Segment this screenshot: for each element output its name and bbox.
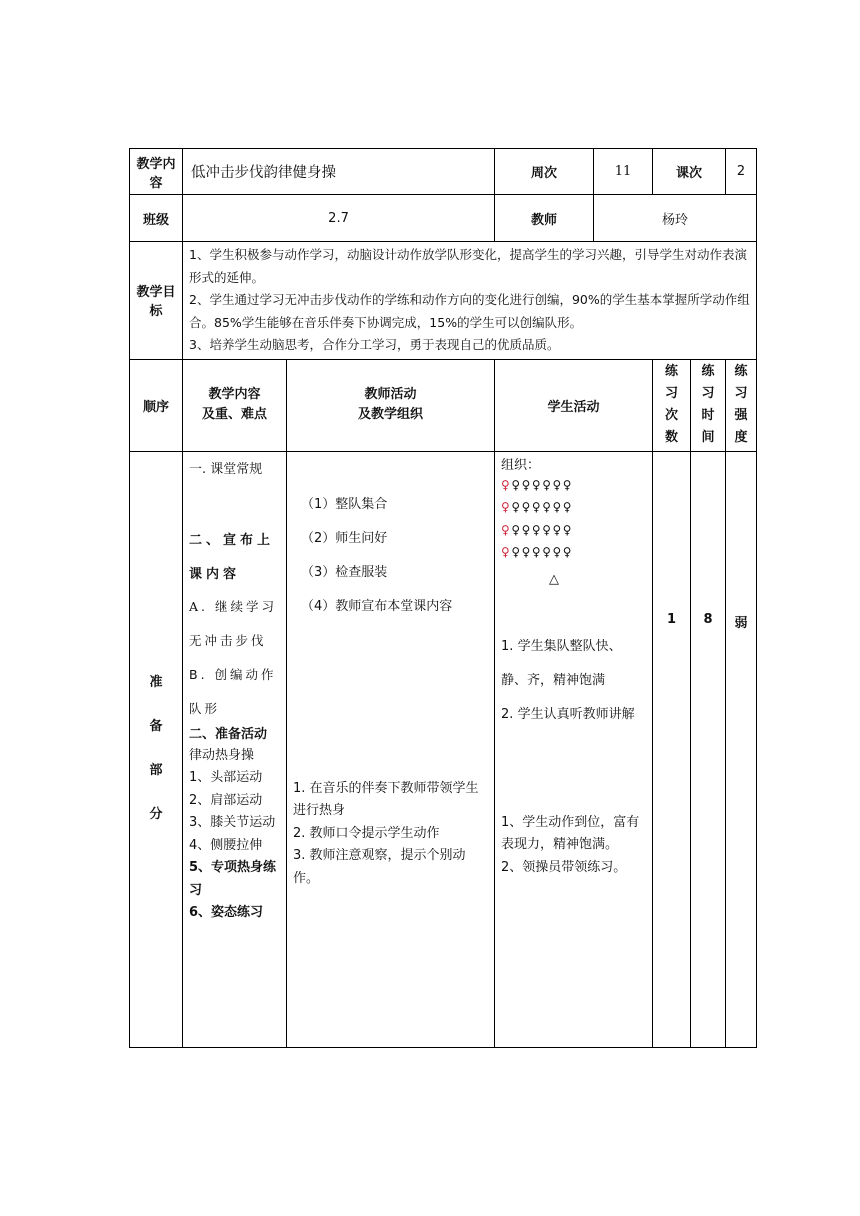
formation-front-mark: ♀	[501, 545, 512, 559]
warmup-item: 2、肩部运动	[189, 792, 263, 808]
col-teacher: 教师活动 及教学组织	[287, 359, 495, 451]
section-teacher	[287, 451, 495, 1047]
col-order: 顺序	[130, 359, 183, 451]
goal-item-2: 2、学生通过学习无冲击步伐动作的学练和动作方向的变化进行创编，90%的学生基本掌握所学动作组合。85%学生能够在音乐伴奏下协调完成，15%的学生可以创编队形。	[189, 292, 750, 330]
section-student	[495, 451, 653, 1047]
content-value: 低冲击步伐韵律健身操	[183, 149, 495, 195]
class-label: 班级	[130, 195, 183, 242]
formation-row	[501, 541, 646, 564]
section-content	[183, 451, 287, 1047]
teacher-warmup-list	[293, 778, 488, 891]
week-value: 11	[594, 149, 653, 195]
goal-item-3: 3、培养学生动脑思考，合作分工学习，勇于表现自己的优质品质。	[189, 337, 560, 352]
content-label	[130, 149, 183, 195]
formation-marks: ♀♀♀♀♀♀	[511, 477, 574, 492]
student-routine-item: 1. 学生集队整队快、静、齐，精神饱满	[501, 638, 622, 688]
formation-marks: ♀♀♀♀♀♀	[511, 500, 574, 514]
teacher-routine-list	[301, 488, 488, 624]
goals-content	[183, 242, 757, 360]
warmup-item: 3、膝关节运动	[189, 815, 276, 830]
teacher-value: 杨玲	[594, 195, 757, 242]
teacher-routine-item: （3）检查服装	[301, 564, 388, 580]
col-time: 练习时间	[691, 359, 726, 451]
section-name: 准备部分	[130, 451, 183, 1047]
practice-count: 1	[653, 451, 691, 1047]
formation-row	[501, 519, 646, 542]
teacher-warmup-item: 3. 教师注意观察，提示个别动作。	[293, 848, 466, 886]
formation-front-mark: ♀	[501, 522, 512, 537]
formation-marks: ♀♀♀♀♀♀	[511, 545, 574, 559]
teacher-routine-item: （1）整队集合	[301, 496, 388, 512]
col-content: 教学内容 及重、难点	[183, 359, 287, 451]
teacher-label: 教师	[495, 195, 594, 242]
content-item-a: A. 继续学习无冲击步伐	[189, 598, 277, 648]
lesson-label: 课次	[653, 149, 726, 195]
content-announce: 二、宣布上课内容	[189, 532, 275, 582]
content-item-b: B. 创编动作队形	[189, 666, 277, 716]
warmup-item: 5、专项热身练习	[189, 860, 277, 898]
header-row-2	[130, 195, 757, 242]
col-intensity: 练习强度	[726, 359, 757, 451]
header-row-1	[130, 149, 757, 195]
content-warmup-title: 二、准备活动	[189, 726, 268, 742]
lesson-value: 2	[726, 149, 757, 195]
teacher-routine-item: （2）师生问好	[301, 530, 388, 546]
student-routine-item: 2. 学生认真听教师讲解	[501, 706, 635, 722]
content-label-text: 教学内容	[136, 156, 176, 191]
teacher-routine-item: （4）教师宣布本堂课内容	[301, 598, 453, 614]
teacher-warmup-item: 2. 教师口令提示学生动作	[293, 825, 440, 841]
formation-front-mark: ♀	[501, 477, 512, 492]
teacher-position-icon: △	[549, 571, 560, 587]
column-header-row	[130, 359, 757, 451]
practice-time: 8	[691, 451, 726, 1047]
warmup-item: 6、姿态练习	[189, 905, 264, 920]
col-student: 学生活动	[495, 359, 653, 451]
formation-grid	[501, 474, 646, 564]
warmup-item: 4、侧腰拉伸	[189, 837, 263, 853]
formation-marks: ♀♀♀♀♀♀	[511, 522, 574, 537]
goal-item-1: 1、学生积极参与动作学习，动脑设计动作放学队形变化，提高学生的学习兴趣，引导学生对动作表演形式的延伸。	[189, 247, 747, 285]
class-value: 2.7	[183, 195, 495, 242]
student-org-label: 组织：	[501, 457, 541, 473]
student-warmup-item: 2、领操员带领练习。	[501, 859, 627, 875]
formation-row	[501, 496, 646, 519]
student-warmup-list	[501, 812, 646, 880]
lesson-plan-table	[129, 148, 757, 1048]
content-warmup-list	[189, 745, 280, 925]
warmup-item: 律动热身操	[189, 747, 255, 763]
student-warmup-item: 1、学生动作到位，富有表现力，精神饱满。	[501, 814, 640, 852]
teacher-warmup-item: 1. 在音乐的伴奏下教师带领学生进行热身	[293, 780, 479, 818]
practice-intensity: 弱	[726, 451, 757, 1047]
week-label: 周次	[495, 149, 594, 195]
formation-front-mark: ♀	[501, 500, 512, 514]
content-routine: 一. 课堂常规	[189, 461, 263, 477]
goals-row	[130, 242, 757, 360]
student-routine-list	[501, 630, 646, 732]
col-count: 练习次数	[653, 359, 691, 451]
warmup-item: 1、头部运动	[189, 770, 263, 785]
prep-section-row	[130, 451, 757, 1047]
goals-label: 教学目标	[130, 242, 183, 360]
formation-row	[501, 474, 646, 497]
